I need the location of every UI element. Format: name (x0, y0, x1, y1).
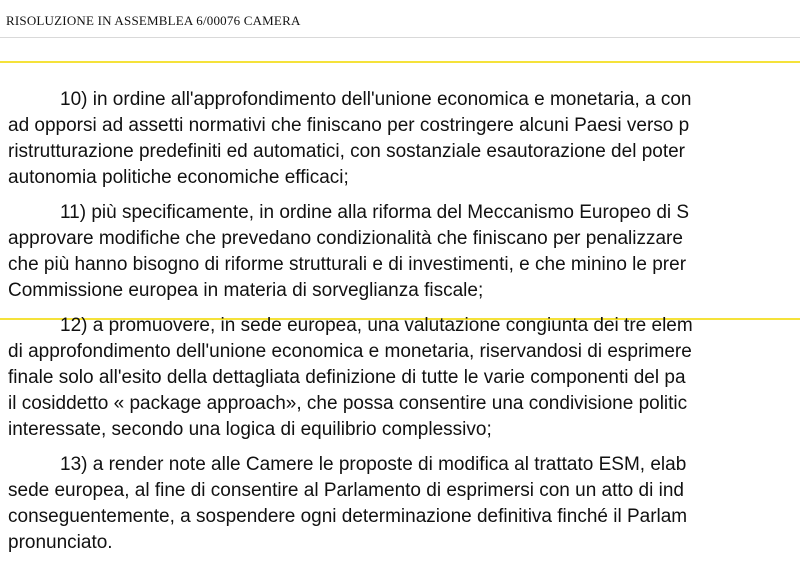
paragraph-line: interessate, secondo una logica di equilibrio complessivo; (8, 419, 492, 440)
paragraph-line: di approfondimento dell'unione economica e monetaria, riservandosi di esprimere (8, 341, 692, 362)
paragraph-line: 12) a promuovere, in sede europea, una valutazione congiunta dei tre elem (60, 315, 693, 336)
paragraph-line: ristrutturazione predefiniti ed automatici, con sostanziale esautorazione del poter (8, 141, 685, 162)
paragraph-line: autonomia politiche economiche efficaci; (8, 167, 349, 188)
paragraph-line: ad opporsi ad assetti normativi che finiscano per costringere alcuni Paesi verso p (8, 115, 690, 136)
paragraph-12 (8, 313, 800, 443)
paragraph-line: che più hanno bisogno di riforme strutturali e di investimenti, e che minino le prer (8, 254, 687, 275)
paragraph-line: 11) più specificamente, in ordine alla riforma del Meccanismo Europeo di S (60, 202, 690, 223)
paragraph-10 (8, 87, 800, 191)
paragraph-line: finale solo all'esito della dettagliata definizione di tutte le varie componenti del pa (8, 367, 686, 388)
paragraph-11 (8, 200, 800, 304)
paragraph-line: il cosiddetto « package approach», che possa consentire una condivisione politic (8, 393, 688, 414)
paragraph-line: 10) in ordine all'approfondimento dell'unione economica e monetaria, a con (60, 89, 692, 110)
paragraph-line: approvare modifiche che prevedano condizionalità che finiscano per penalizzare (8, 228, 683, 249)
paragraph-line: pronunciato. (8, 532, 113, 553)
paragraph-line: conseguentemente, a sospendere ogni determinazione definitiva finché il Parlam (8, 506, 688, 527)
paragraph-13 (8, 452, 800, 556)
highlight-rule-top (0, 61, 800, 63)
paragraph-line: sede europea, al fine di consentire al Parlamento di esprimersi con un atto di ind (8, 480, 684, 501)
paragraph-line: 13) a render note alle Camere le proposte di modifica al trattato ESM, elab (60, 454, 687, 475)
header-divider (0, 37, 800, 38)
paragraph-line: Commissione europea in materia di sorveglianza fiscale; (8, 280, 484, 301)
document-body (8, 87, 800, 565)
document-header-title: RISOLUZIONE IN ASSEMBLEA 6/00076 CAMERA (6, 13, 301, 28)
